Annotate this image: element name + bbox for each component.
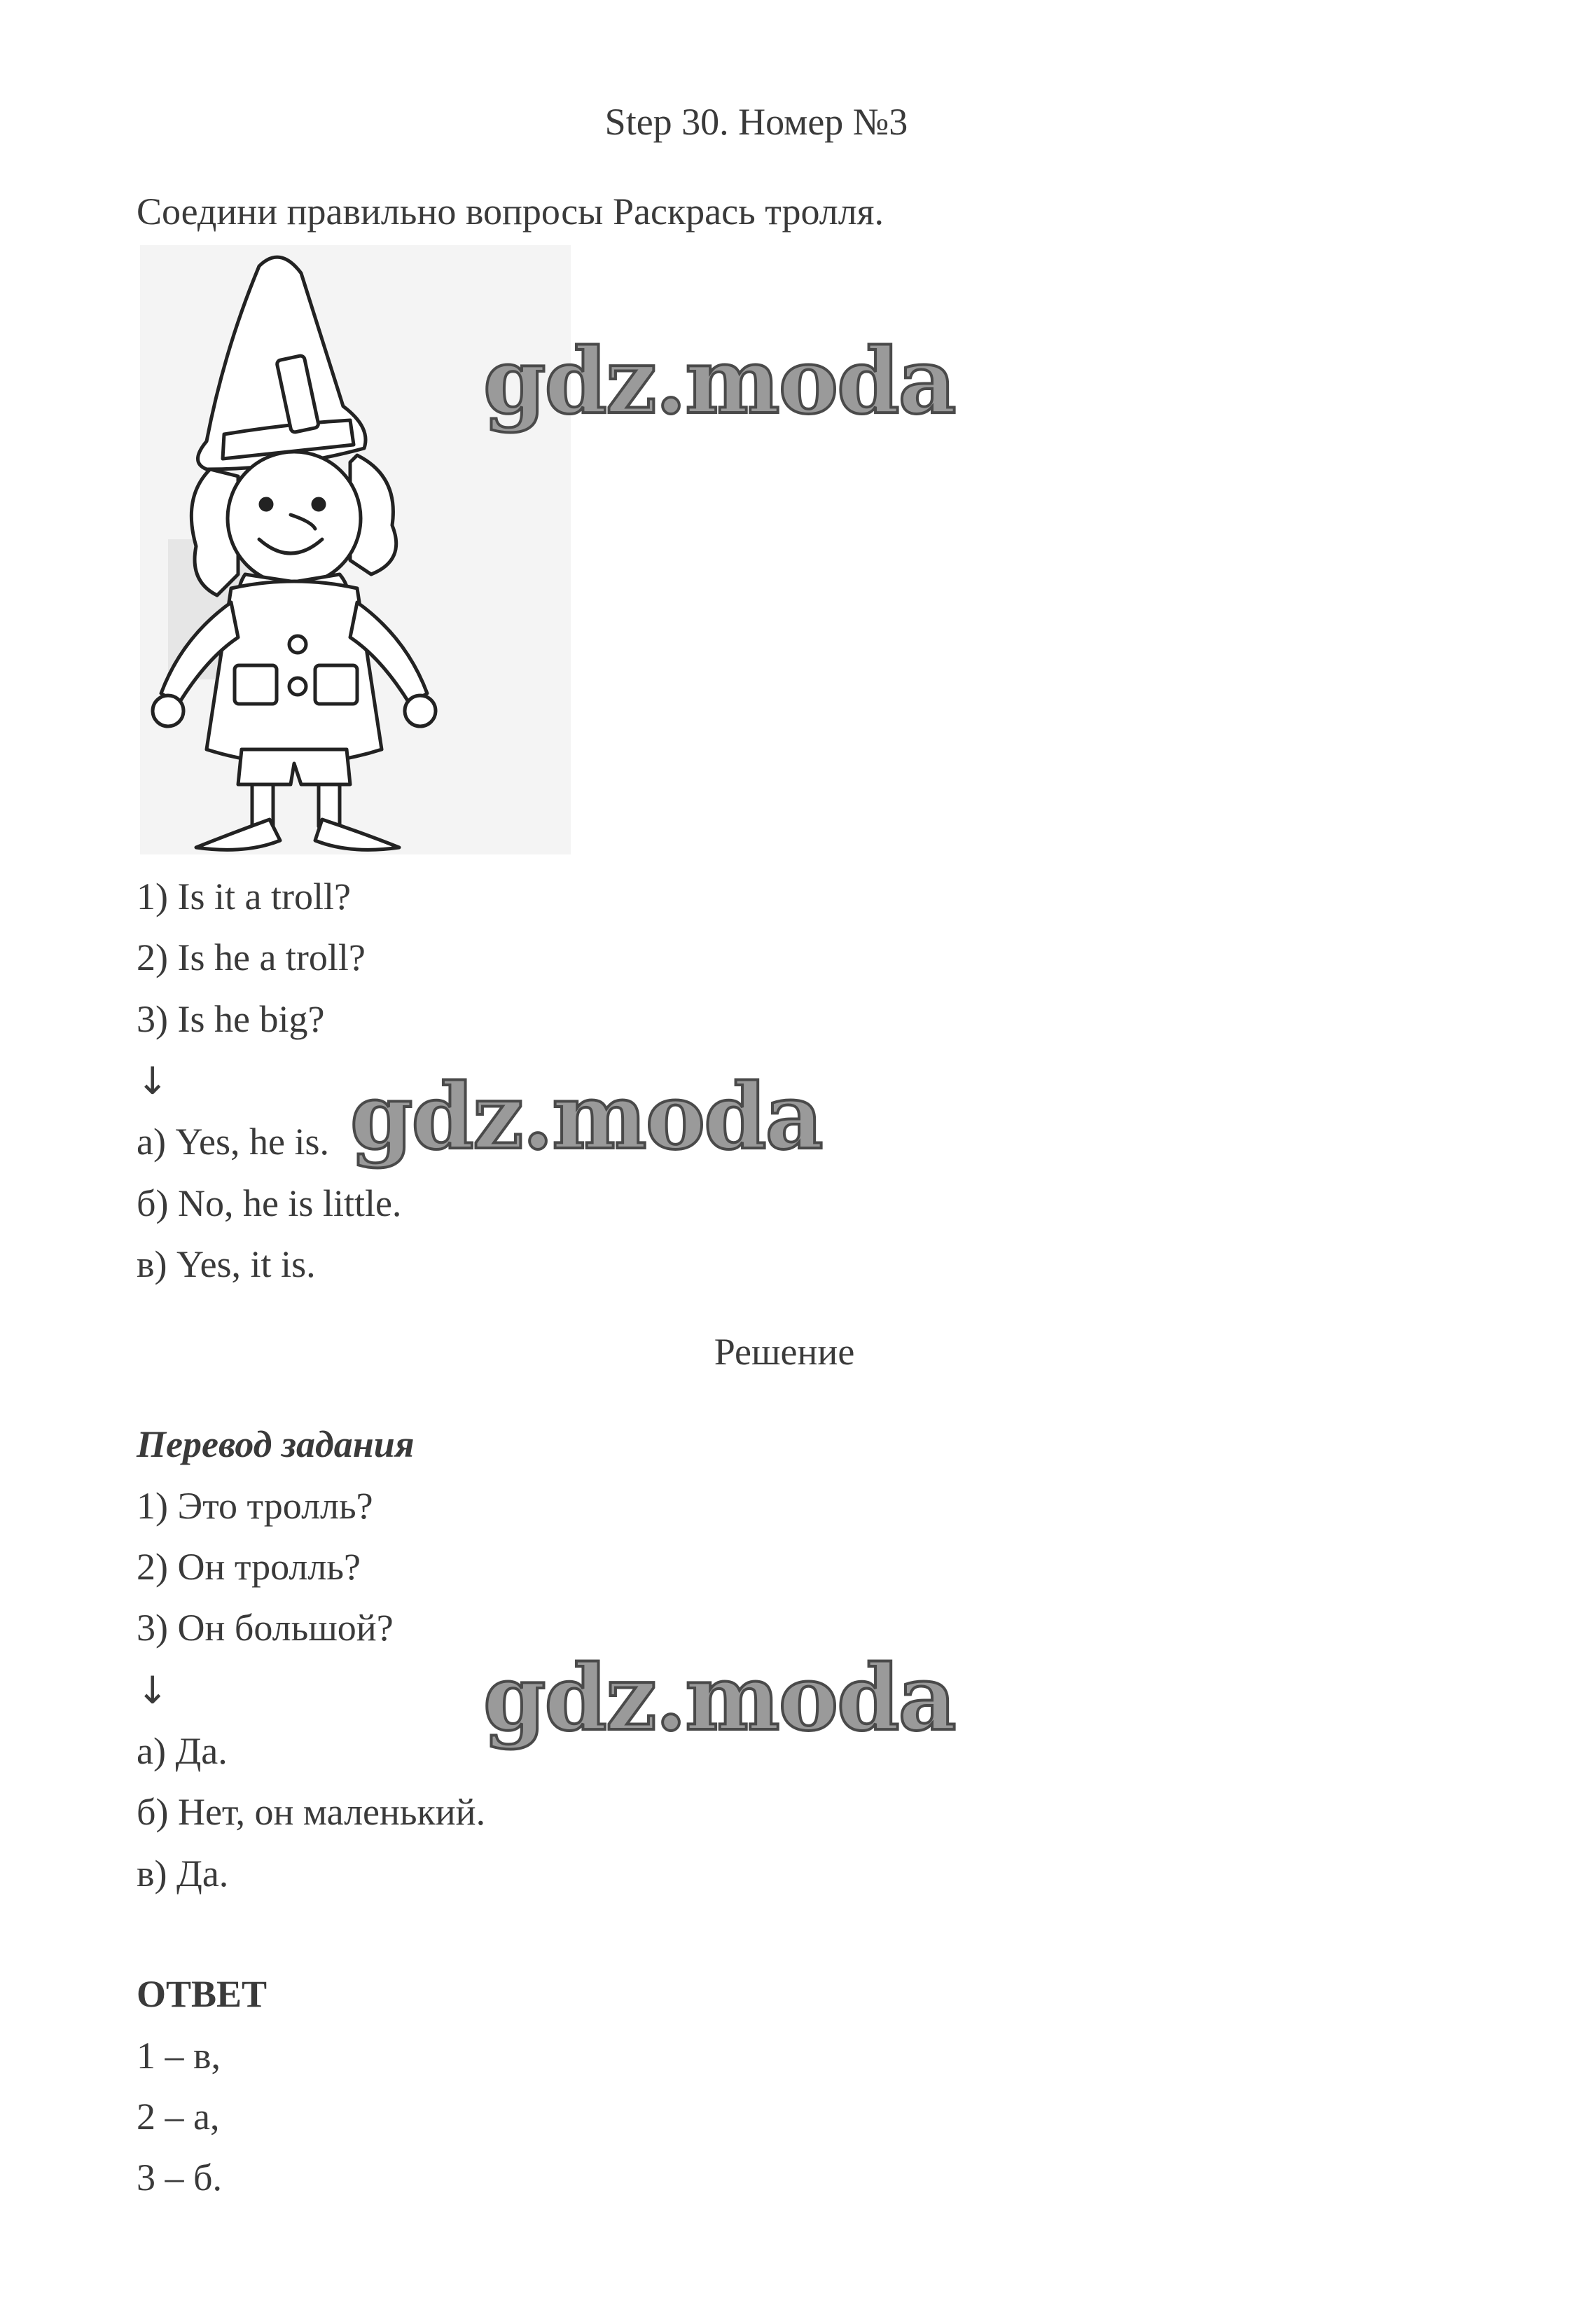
translation-answer-v: в) Да. (137, 1853, 229, 1895)
answer-option-v: в) Yes, it is. (137, 1243, 316, 1285)
answer-line-1: 1 – в, (137, 2035, 221, 2077)
answer-option-b: б) No, he is little. (137, 1182, 402, 1224)
translation-question-3: 3) Он большой? (137, 1607, 394, 1649)
watermark-2: gdz.moda (350, 1065, 822, 1170)
question-2: 2) Is he a troll? (137, 936, 366, 978)
translation-answer-a: а) Да. (137, 1730, 228, 1772)
answer-heading: ОТВЕТ (137, 1973, 268, 2015)
solution-heading: Решение (714, 1331, 855, 1373)
translation-answer-b: б) Нет, он маленький. (137, 1791, 486, 1833)
answer-line-2: 2 – а, (137, 2096, 220, 2138)
watermark-1: gdz.moda (483, 329, 955, 434)
down-arrow-icon: ↓ (137, 1668, 169, 1712)
watermark-3: gdz.moda (483, 1646, 955, 1751)
translation-heading: Перевод задания (137, 1423, 415, 1465)
translation-question-2: 2) Он тролль? (137, 1546, 361, 1588)
question-3: 3) Is he big? (137, 998, 325, 1040)
page-title: Step 30. Номер №3 (604, 101, 908, 143)
question-1: 1) Is it a troll? (137, 875, 351, 918)
answer-line-3: 3 – б. (137, 2157, 222, 2199)
translation-question-1: 1) Это тролль? (137, 1485, 373, 1527)
task-instruction: Соедини правильно вопросы Раскрась тролля. (137, 191, 884, 233)
answer-option-a: а) Yes, he is. (137, 1121, 330, 1163)
down-arrow-icon: ↓ (137, 1059, 169, 1103)
